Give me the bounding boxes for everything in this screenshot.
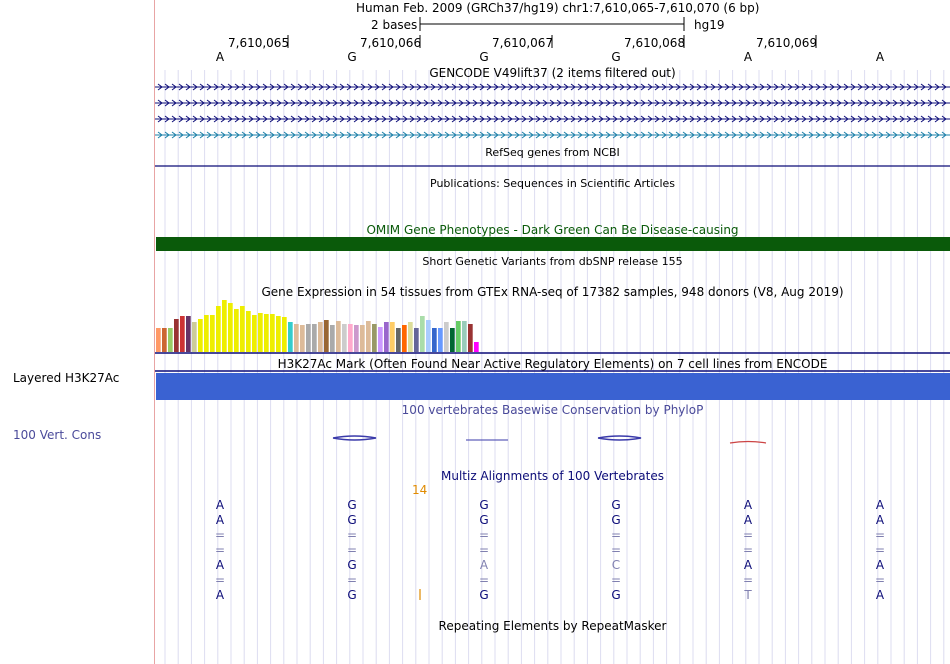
publications-title: Publications: Sequences in Scientific Articles <box>430 177 675 190</box>
alignment-base: A <box>875 588 885 602</box>
phylop-title: 100 vertebrates Basewise Conservation by PhyloP <box>401 403 704 417</box>
alignment-base: = <box>346 528 358 542</box>
gtex-tissue-bar <box>420 316 425 352</box>
gtex-tissue-bar <box>456 321 461 352</box>
alignment-base: G <box>479 498 489 512</box>
alignment-base: = <box>346 543 358 557</box>
tracks-graphics <box>155 0 950 664</box>
gtex-tissue-bar <box>408 322 413 352</box>
phylop-conservation-mark <box>333 436 376 440</box>
gtex-tissue-bar <box>162 328 167 352</box>
gtex-tissue-bar <box>156 328 161 352</box>
gtex-tissue-bar <box>348 324 353 352</box>
alignment-base: = <box>742 573 754 587</box>
gtex-tissue-bar <box>222 300 227 352</box>
reference-base: A <box>875 50 885 64</box>
gtex-tissue-bar <box>234 309 239 352</box>
alignment-base: G <box>479 588 489 602</box>
alignment-base: G <box>347 498 357 512</box>
ruler-position-label: 7,610,067 <box>492 36 554 50</box>
alignment-base: = <box>874 528 886 542</box>
scale-db: hg19 <box>694 18 725 32</box>
alignment-base: G <box>611 513 621 527</box>
gtex-tissue-bar <box>300 325 305 352</box>
gtex-tissue-bar <box>282 317 287 352</box>
reference-base: G <box>611 50 621 64</box>
gtex-tissue-bar <box>246 311 251 352</box>
alignment-base: T <box>744 588 752 602</box>
alignment-base: = <box>610 573 622 587</box>
gtex-tissue-bar <box>438 328 443 352</box>
gtex-tissue-bar <box>432 328 437 352</box>
alignment-base: A <box>215 588 225 602</box>
alignment-base: C <box>611 558 621 572</box>
ruler-position-label: 7,610,065 <box>228 36 290 50</box>
multiz-gaps-value: 14 <box>412 483 428 497</box>
gtex-title: Gene Expression in 54 tissues from GTEx RNA-seq of 17382 samples, 948 donors (V8, Aug 2019) <box>261 285 844 299</box>
repeatmasker-title: Repeating Elements by RepeatMasker <box>438 619 667 633</box>
multiz-title: Multiz Alignments of 100 Vertebrates <box>440 469 665 483</box>
gtex-tissue-bar <box>318 322 323 352</box>
gtex-tissue-bar <box>414 328 419 352</box>
gtex-tissue-bar <box>306 324 311 352</box>
alignment-base: = <box>478 573 490 587</box>
gtex-tissue-bar <box>174 319 179 352</box>
gtex-tissue-bar <box>198 319 203 352</box>
alignment-base: G <box>611 498 621 512</box>
gtex-tissue-bar <box>462 321 467 352</box>
alignment-base: = <box>874 543 886 557</box>
alignment-base: A <box>875 558 885 572</box>
reference-base: G <box>347 50 357 64</box>
alignment-base: G <box>347 513 357 527</box>
track-label-h3k27ac[interactable]: Layered H3K27Ac <box>13 371 120 385</box>
gtex-tissue-bar <box>180 316 185 352</box>
refseq-title: RefSeq genes from NCBI <box>485 146 620 159</box>
omim-gene-bar <box>156 237 950 251</box>
phylop-negative-mark <box>730 442 766 444</box>
gtex-tissue-bar <box>186 316 191 352</box>
alignment-base: = <box>610 528 622 542</box>
track-labels-pane <box>0 0 154 664</box>
alignment-base: G <box>347 588 357 602</box>
gtex-tissue-bar <box>366 321 371 352</box>
alignment-base: = <box>214 543 226 557</box>
alignment-base: A <box>875 498 885 512</box>
alignment-base: = <box>874 573 886 587</box>
track-label-phylop[interactable]: 100 Vert. Cons <box>13 428 102 442</box>
gtex-tissue-bar <box>210 315 215 352</box>
gtex-tissue-bar <box>390 322 395 352</box>
gtex-tissue-bar <box>168 328 173 352</box>
alignment-base: A <box>743 513 753 527</box>
gtex-tissue-bar <box>192 322 197 352</box>
gtex-tissue-bar <box>288 322 293 352</box>
alignment-base: G <box>347 558 357 572</box>
alignment-base: G <box>479 513 489 527</box>
gtex-tissue-bar <box>360 325 365 352</box>
gtex-tissue-bar <box>324 320 329 352</box>
alignment-base: A <box>479 558 489 572</box>
ruler-position-label: 7,610,069 <box>756 36 818 50</box>
gtex-tissue-bar <box>294 324 299 352</box>
gtex-tissue-bar <box>228 303 233 352</box>
gtex-tissue-bar <box>474 342 479 352</box>
alignment-base: = <box>214 573 226 587</box>
gtex-tissue-bar <box>264 314 269 352</box>
gtex-tissue-bar <box>276 316 281 352</box>
gencode-title: GENCODE V49lift37 (2 items filtered out) <box>429 66 676 80</box>
dbsnp-title: Short Genetic Variants from dbSNP release 155 <box>422 255 683 268</box>
gtex-tissue-bar <box>378 327 383 352</box>
h3k27ac-title: H3K27Ac Mark (Often Found Near Active Regulatory Elements) on 7 cell lines from ENCODE <box>277 357 828 371</box>
gtex-tissue-bar <box>444 322 449 352</box>
alignment-base: = <box>742 543 754 557</box>
gtex-tissue-bar <box>336 321 341 352</box>
alignment-base: = <box>478 528 490 542</box>
gtex-tissue-bar <box>216 306 221 352</box>
gtex-tissue-bar <box>384 322 389 352</box>
gtex-tissue-bar <box>204 315 209 352</box>
alignment-base: = <box>214 528 226 542</box>
gtex-tissue-bar <box>402 325 407 352</box>
label-pane-separator <box>154 0 155 664</box>
ruler-position-label: 7,610,066 <box>360 36 422 50</box>
gtex-tissue-bar <box>330 325 335 352</box>
gtex-tissue-bar <box>468 324 473 352</box>
ruler-position-label: 7,610,068 <box>624 36 686 50</box>
reference-base: G <box>479 50 489 64</box>
gtex-tissue-bar <box>372 324 377 352</box>
alignment-base: A <box>743 498 753 512</box>
gtex-tissue-bar <box>342 324 347 352</box>
alignment-base: A <box>215 513 225 527</box>
reference-base: A <box>743 50 753 64</box>
omim-title: OMIM Gene Phenotypes - Dark Green Can Be Disease-causing <box>366 223 739 237</box>
gtex-tissue-bar <box>270 314 275 352</box>
gtex-tissue-bar <box>258 313 263 352</box>
gtex-tissue-bar <box>426 320 431 352</box>
alignment-base: = <box>346 573 358 587</box>
alignment-base: G <box>611 588 621 602</box>
alignment-base: = <box>742 528 754 542</box>
alignment-base: A <box>875 513 885 527</box>
gtex-tissue-bar <box>240 306 245 352</box>
gtex-tissue-bar <box>450 328 455 352</box>
window-position-value: Human Feb. 2009 (GRCh37/hg19) chr1:7,610,065-7,610,070 (6 bp) <box>356 1 760 15</box>
phylop-conservation-mark <box>598 436 641 440</box>
scale-text: 2 bases <box>371 18 418 32</box>
alignment-base: A <box>743 558 753 572</box>
gtex-tissue-bar <box>312 324 317 352</box>
alignment-base: = <box>610 543 622 557</box>
gtex-tissue-bar <box>396 328 401 352</box>
h3k27ac-signal-area <box>156 373 950 400</box>
gtex-tissue-bar <box>252 315 257 352</box>
alignment-base: A <box>215 498 225 512</box>
reference-base: A <box>215 50 225 64</box>
alignment-base: = <box>478 543 490 557</box>
gtex-tissue-bar <box>354 325 359 352</box>
alignment-base: A <box>215 558 225 572</box>
